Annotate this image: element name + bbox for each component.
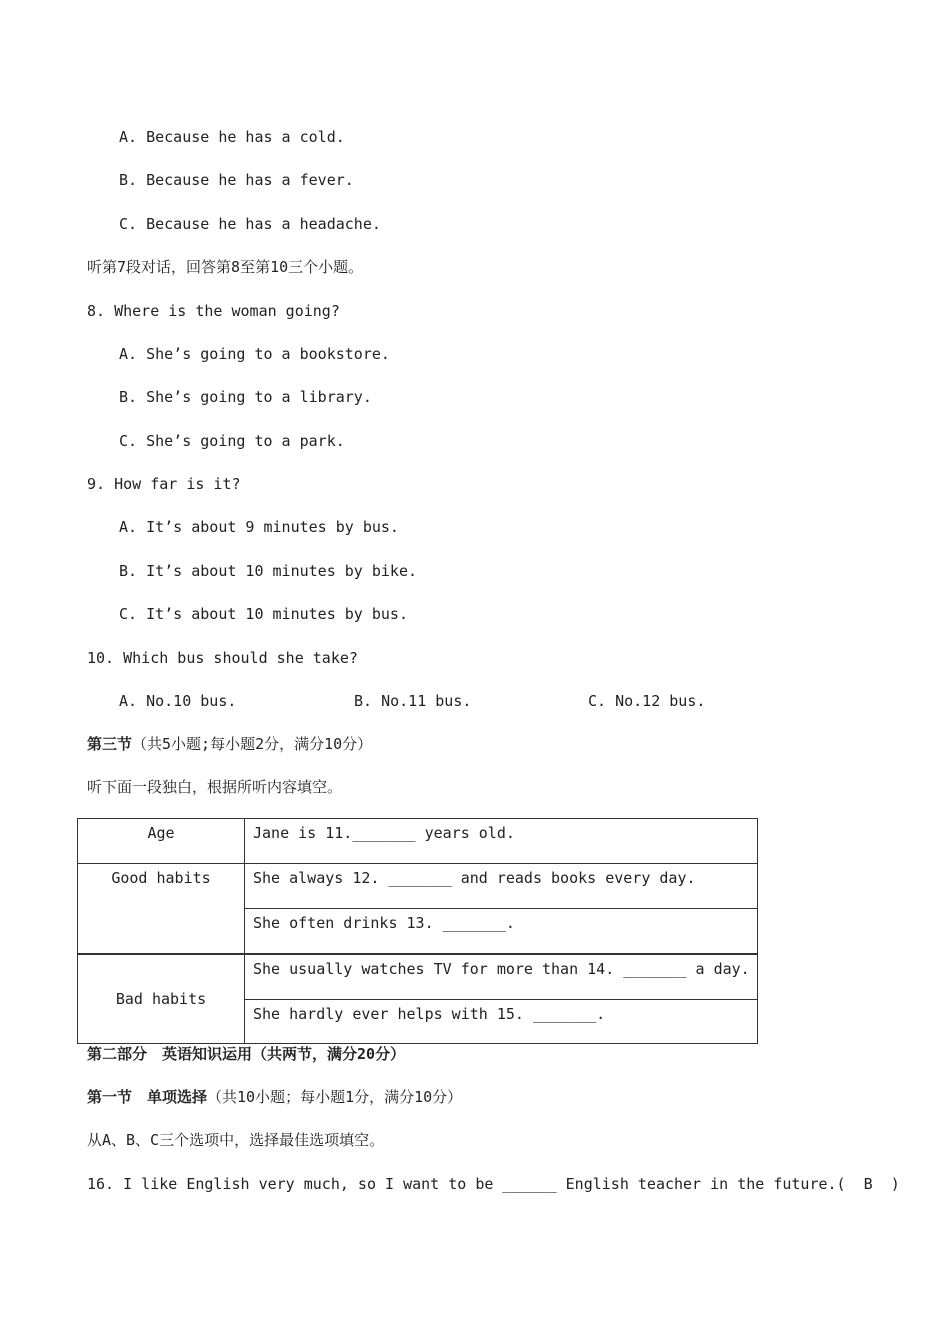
q9-option-b: B. It’s about 10 minutes by bike.	[119, 562, 418, 580]
age-label: Age	[147, 824, 175, 842]
good-habits-label-cell	[78, 864, 245, 955]
bad-habit-1: She usually watches TV for more than 14. _______ a day.	[253, 960, 750, 978]
age-text: Jane is 11._______ years old.	[253, 824, 515, 842]
bad-habits-label: Bad habits	[115, 990, 207, 1008]
age-cell	[245, 819, 758, 864]
part2-title: 第二部分 英语知识运用（共两节，满分20分）	[87, 1045, 406, 1063]
q16-text: 16. I like English very much, so I want to be ______ English teacher in the future.( B )	[87, 1175, 900, 1193]
section3-title: 第三节	[87, 735, 133, 753]
bad-habit-2-cell	[245, 1000, 758, 1044]
q8-option-b: B. She’s going to a library.	[119, 388, 372, 406]
good-habit-1: She always 12. _______ and reads books every day.	[253, 869, 696, 887]
good-habit-2-cell	[245, 909, 758, 955]
q10-option-b: B. No.11 bus.	[354, 692, 472, 710]
bad-habit-2: She hardly ever helps with 15. _______.	[253, 1005, 606, 1023]
part2-section1-title: 第一节 单项选择	[87, 1088, 208, 1106]
good-habit-1-cell	[245, 864, 758, 909]
part2-section1-heading	[87, 1087, 462, 1107]
q9-option-c: C. It’s about 10 minutes by bus.	[119, 605, 408, 623]
q10-option-c: C. No.12 bus.	[588, 692, 706, 710]
habits-table	[77, 818, 758, 1044]
q9-option-a: A. It’s about 9 minutes by bus.	[119, 518, 399, 536]
q8-option-a: A. She’s going to a bookstore.	[119, 345, 390, 363]
q10-option-a: A. No.10 bus.	[119, 692, 237, 710]
part2-section1-detail: （共10小题；每小题1分，满分10分）	[207, 1088, 463, 1106]
q10-question: 10. Which bus should she take?	[87, 649, 358, 667]
q7-option-a: A. Because he has a cold.	[119, 128, 345, 146]
bad-habits-label-cell	[78, 954, 245, 1044]
q7-option-c: C. Because he has a headache.	[119, 215, 381, 233]
good-habits-label: Good habits	[111, 869, 211, 887]
section3-instruction: 听下面一段独白，根据所听内容填空。	[87, 778, 343, 796]
section3-heading	[87, 734, 372, 754]
q9-question: 9. How far is it?	[87, 475, 241, 493]
part2-section1-instruction: 从A、B、C三个选项中，选择最佳选项填空。	[87, 1131, 385, 1149]
age-label-cell	[78, 819, 245, 864]
good-habit-2: She often drinks 13. _______.	[253, 914, 515, 932]
bad-habit-1-cell	[245, 954, 758, 1000]
q8-question: 8. Where is the woman going?	[87, 302, 340, 320]
q8-option-c: C. She’s going to a park.	[119, 432, 345, 450]
q7-option-b: B. Because he has a fever.	[119, 171, 354, 189]
dialog7-instruction: 听第7段对话，回答第8至第10三个小题。	[87, 258, 364, 276]
section3-detail: （共5小题;每小题2分，满分10分）	[132, 735, 373, 753]
